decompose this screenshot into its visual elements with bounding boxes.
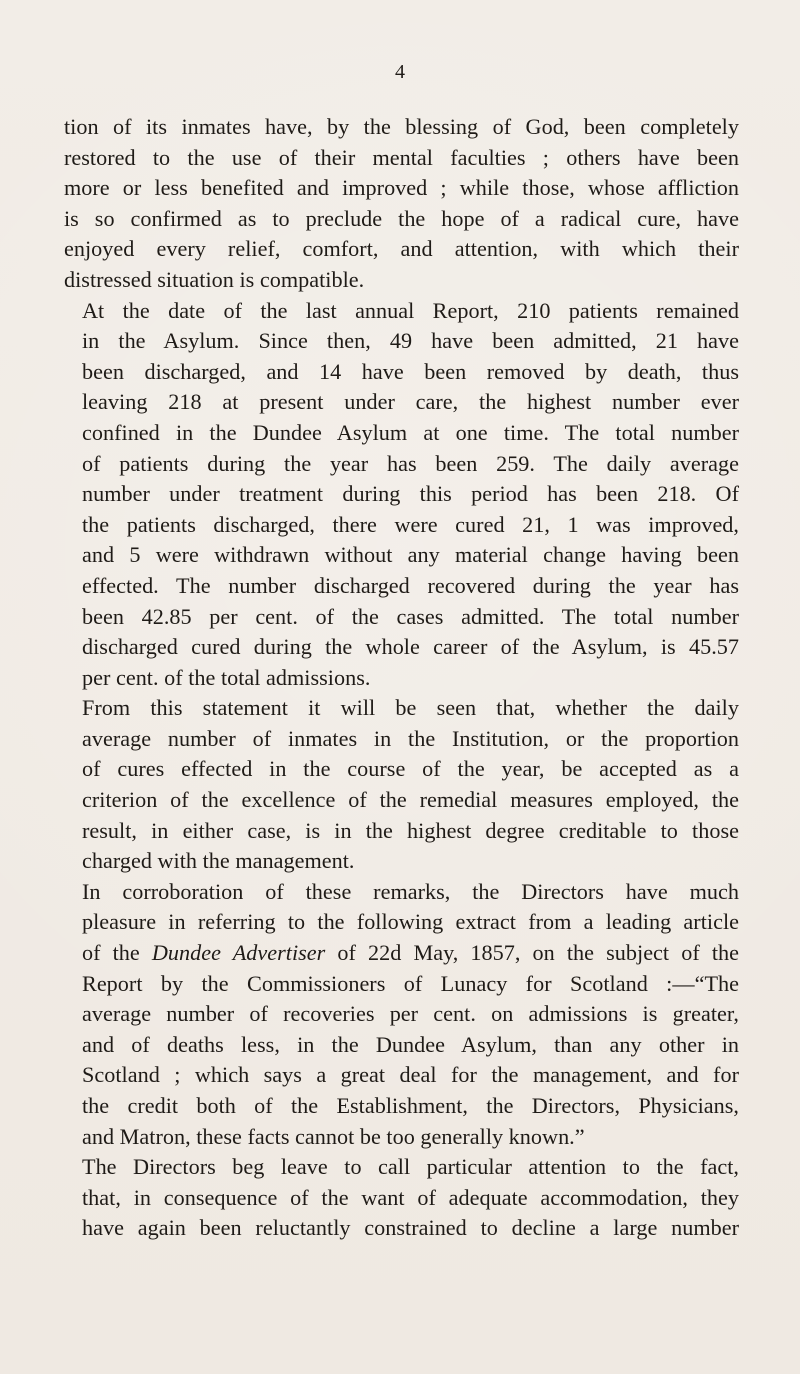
paragraph-2-line-3: been discharged, and 14 have been removed by death, thus	[82, 358, 739, 384]
paragraph-4-line-6: and of deaths less, in the Dundee Asylum, than any other in	[82, 1031, 739, 1057]
paragraph-1-line-2: restored to the use of their mental faculties ; others have been	[64, 144, 739, 170]
paragraph-3-line-6: charged with the management.	[82, 848, 355, 874]
paragraph-4-line-7: Scotland ; which says a great deal for the management, and for	[82, 1062, 739, 1088]
paragraph-4-line-9: and Matron, these facts cannot be too generally known.”	[82, 1123, 585, 1149]
paragraph-3	[64, 693, 739, 877]
paragraph-3-line-4: criterion of the excellence of the remedial measures employed, the	[82, 787, 739, 813]
paragraph-5-line-3: have again been reluctantly constrained to decline a large number	[82, 1215, 739, 1241]
paragraph-4-line-4: Report by the Commissioners of Lunacy for Scotland :—“The	[82, 970, 739, 996]
paragraph-1-line-4: is so confirmed as to preclude the hope of a radical cure, have	[64, 205, 739, 231]
paragraph-2	[64, 296, 739, 694]
paragraph-1-line-6: distressed situation is compatible.	[64, 266, 365, 292]
paragraph-4-line-3	[64, 938, 739, 969]
paragraph-3-line-5: result, in either case, is in the highest degree creditable to those	[82, 817, 739, 843]
paragraph-1-line-5: enjoyed every relief, comfort, and attention, with which their	[64, 236, 739, 262]
paragraph-3-line-2: average number of inmates in the Institution, or the proportion	[82, 725, 739, 751]
paragraph-3-line-3: of cures effected in the course of the year, be accepted as a	[82, 756, 739, 782]
paragraph-2-line-10: effected. The number discharged recovered during the year has	[82, 572, 739, 598]
paragraph-2-line-9: and 5 were withdrawn without any material change having been	[82, 542, 739, 568]
paragraph-2-line-11: been 42.85 per cent. of the cases admitted. The total number	[82, 603, 739, 629]
paragraph-2-line-6: of patients during the year has been 259. The daily average	[82, 450, 739, 476]
paragraph-2-line-4: leaving 218 at present under care, the highest number ever	[82, 389, 739, 415]
paragraph-2-line-13: per cent. of the total admissions.	[82, 664, 371, 690]
paragraph-4	[64, 877, 739, 1152]
paragraph-2-line-1: At the date of the last annual Report, 210 patients remained	[82, 297, 739, 323]
paragraph-2-line-12: discharged cured during the whole career of the Asylum, is 45.57	[82, 634, 739, 660]
paragraph-5-line-1: The Directors beg leave to call particular attention to the fact,	[82, 1154, 739, 1180]
paragraph-5	[64, 1152, 739, 1244]
paragraph-4-line-3-prefix: of the	[82, 940, 152, 966]
paragraph-4-line-1: In corroboration of these remarks, the Directors have much	[82, 878, 739, 904]
paragraph-5-line-2: that, in consequence of the want of adequate accommodation, they	[82, 1184, 739, 1210]
paragraph-3-line-1: From this statement it will be seen that, whether the daily	[82, 695, 739, 721]
newspaper-title: Dundee Advertiser	[151, 940, 326, 966]
paragraph-1	[64, 112, 739, 296]
paragraph-1-line-1: tion of its inmates have, by the blessing of God, been completely	[64, 114, 739, 139]
paragraph-1-line-3: more or less benefited and improved ; while those, whose affliction	[64, 175, 739, 201]
document-body	[64, 112, 739, 1244]
paragraph-2-line-2: in the Asylum. Since then, 49 have been admitted, 21 have	[82, 328, 739, 354]
paragraph-4-line-2: pleasure in referring to the following extract from a leading article	[82, 909, 739, 935]
paragraph-2-line-8: the patients discharged, there were cured 21, 1 was improved,	[82, 511, 739, 537]
paragraph-4-line-5: average number of recoveries per cent. on admissions is greater,	[82, 1001, 739, 1027]
page-number: 4	[395, 61, 405, 83]
paragraph-2-line-7: number under treatment during this period has been 218. Of	[82, 481, 739, 507]
paragraph-4-line-8: the credit both of the Establishment, the Directors, Physicians,	[82, 1093, 739, 1118]
paragraph-2-line-5: confined in the Dundee Asylum at one time. The total number	[82, 419, 739, 445]
paragraph-4-line-3-suffix: of 22d May, 1857, on the subject of the	[325, 940, 739, 966]
